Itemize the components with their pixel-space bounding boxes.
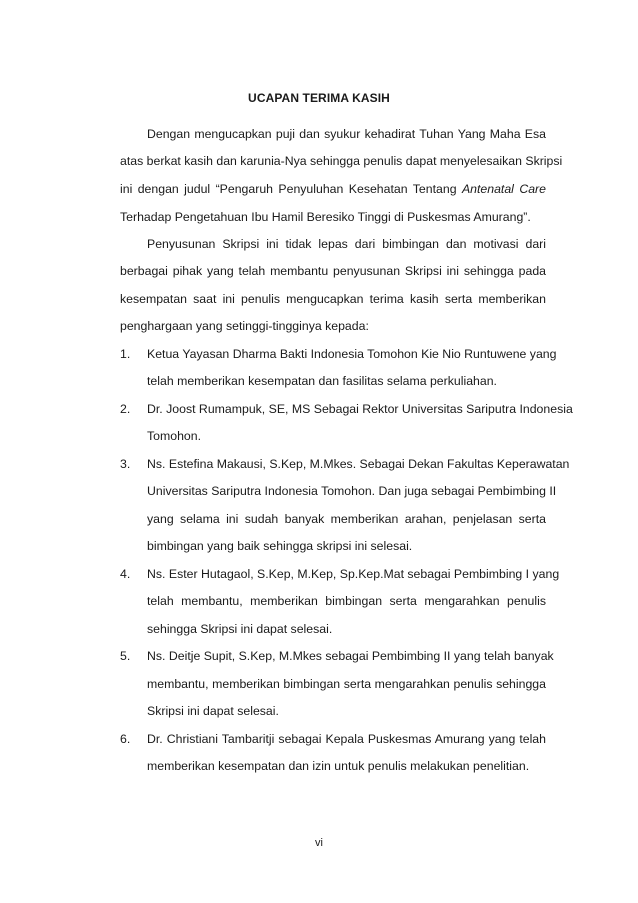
list-item-line: Ns. Deitje Supit, S.Kep, M.Mkes sebagai Pembimbing II yang telah banyak	[147, 649, 554, 663]
list-item-line: Skripsi ini dapat selesai.	[147, 704, 279, 718]
paragraph-line: Penyusunan Skripsi ini tidak lepas dari bimbingan dan motivasi dari	[147, 237, 546, 251]
list-item-line: telah memberikan kesempatan dan fasilitas selama perkuliahan.	[147, 374, 497, 388]
list-item-line: sehingga Skripsi ini dapat selesai.	[147, 622, 333, 636]
paragraph-line: Dengan mengucapkan puji dan syukur kehadirat Tuhan Yang Maha Esa	[147, 127, 546, 141]
list-number: 3.	[120, 457, 131, 471]
page-title: UCAPAN TERIMA KASIH	[248, 91, 390, 105]
list-item-line: membantu, memberikan bimbingan serta mengarahkan penulis sehingga	[147, 677, 546, 691]
list-number: 4.	[120, 567, 131, 581]
list-item-line: yang selama ini sudah banyak memberikan arahan, penjelasan serta	[147, 512, 546, 526]
list-item-line: Dr. Joost Rumampuk, SE, MS Sebagai Rektor Universitas Sariputra Indonesia	[147, 402, 573, 416]
list-item-line: Ketua Yayasan Dharma Bakti Indonesia Tomohon Kie Nio Runtuwene yang	[147, 347, 557, 361]
list-item-line: Universitas Sariputra Indonesia Tomohon. Dan juga sebagai Pembimbing II	[147, 484, 557, 498]
paragraph-line: penghargaan yang setinggi-tingginya kepada:	[120, 319, 369, 333]
list-item-line: Ns. Estefina Makausi, S.Kep, M.Mkes. Sebagai Dekan Fakultas Keperawatan	[147, 457, 570, 471]
list-number: 2.	[120, 402, 131, 416]
list-item-line: bimbingan yang baik sehingga skripsi ini selesai.	[147, 539, 413, 553]
paragraph-line: ini dengan judul “Pengaruh Penyuluhan Kesehatan Tentang Antenatal Care	[120, 182, 546, 196]
paragraph-line: berbagai pihak yang telah membantu penyusunan Skripsi ini sehingga pada	[120, 264, 546, 278]
list-item-line: Tomohon.	[147, 429, 202, 443]
list-number: 6.	[120, 732, 131, 746]
list-item-line: telah membantu, memberikan bimbingan serta mengarahkan penulis	[147, 594, 546, 608]
list-item-line: Dr. Christiani Tambaritji sebagai Kepala Puskesmas Amurang yang telah	[147, 732, 546, 746]
page-number: vi	[315, 837, 323, 849]
list-number: 1.	[120, 347, 131, 361]
paragraph-line: kesempatan saat ini penulis mengucapkan terima kasih serta memberikan	[120, 292, 546, 306]
list-item-line: memberikan kesempatan dan izin untuk penulis melakukan penelitian.	[147, 759, 530, 773]
paragraph-line: Terhadap Pengetahuan Ibu Hamil Beresiko Tinggi di Puskesmas Amurang”.	[120, 210, 531, 224]
list-number: 5.	[120, 649, 131, 663]
paragraph-line: atas berkat kasih dan karunia-Nya sehingga penulis dapat menyelesaikan Skripsi	[120, 154, 563, 168]
list-item-line: Ns. Ester Hutagaol, S.Kep, M.Kep, Sp.Kep.Mat sebagai Pembimbing I yang	[147, 567, 560, 581]
